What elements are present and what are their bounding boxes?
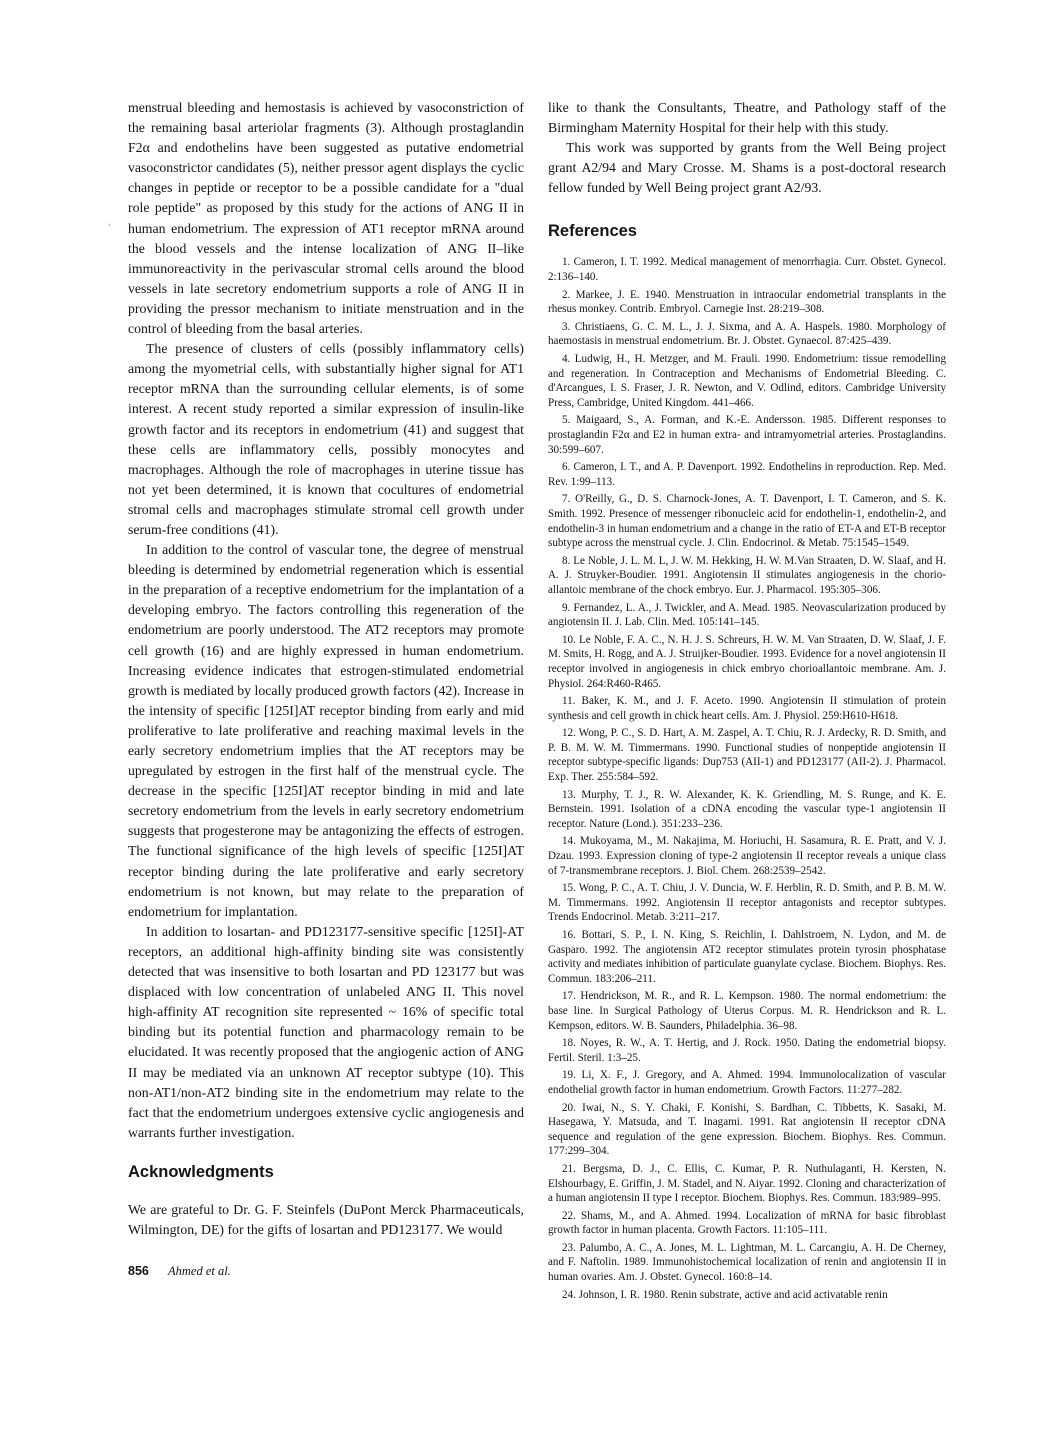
reference-item: 16. Bottari, S. P., I. N. King, S. Reichlin, I. Dahlstroem, N. Lydon, and M. de Gasparo. 1992. The angiotensin AT2 receptor stimulates protein tyrosin phosphatase activity and mediates inhibition of particulate guanylate cyclase. Biochem. Biophys. Res. Commun. 183:206–211. bbox=[548, 929, 946, 985]
acknowledgments-continued: like to thank the Consultants, Theatre, and Pathology staff of the Birmingham Maternity Hospital for their help with this study. bbox=[548, 100, 946, 136]
reference-item: 24. Johnson, I. R. 1980. Renin substrate, active and acid activatable renin bbox=[562, 1288, 888, 1301]
reference-item: 5. Maigaard, S., A. Forman, and K.-E. Andersson. 1985. Different responses to prostaglandin F2α and E2 in human extra- and intramyometrial arteries. Prostaglandins. 30:599–607. bbox=[548, 414, 946, 456]
page-number: 856 bbox=[128, 1264, 149, 1278]
funding-statement: This work was supported by grants from the Well Being project grant A2/94 and Mary Crosse. M. Shams is a post-doctoral research fellow funded by Well Being project grant A2/93. bbox=[548, 140, 946, 196]
reference-item: 11. Baker, K. M., and J. F. Aceto. 1990. Angiotensin II stimulation of protein synthesis and cell growth in chick heart cells. Am. J. Physiol. 259:H610-H618. bbox=[548, 695, 946, 722]
reference-item: 1. Cameron, I. T. 1992. Medical management of menorrhagia. Curr. Obstet. Gynecol. 2:136–140. bbox=[548, 256, 946, 284]
body-paragraph-2: The presence of clusters of cells (possibly inflammatory cells) among the myometrial cells, with substantially higher signal for AT1 receptor mRNA than the surrounding cellular elements, is of some interest. A recent study reported a similar expression of insulin-like growth factor and its receptors in endometrium (41) and suggest that these cells are inflammatory cells, possibly monocytes and macrophages. Although the role of macrophages in uterine tissue has not yet been determined, it is known that cocultures of endometrial stromal cells and macrophages stimulate stromal cell growth under serum-free conditions (41). bbox=[128, 341, 524, 537]
reference-item: 14. Mukoyama, M., M. Nakajima, M. Horiuchi, H. Sasamura, R. E. Pratt, and V. J. Dzau. 1993. Expression cloning of type-2 angiotensin II receptor reveals a unique class of 7-transmembrane receptors. J. Biol. Chem. 268:2539–2542. bbox=[548, 835, 946, 877]
reference-item: 19. Li, X. F., J. Gregory, and A. Ahmed. 1994. Immunolocalization of vascular endothelial growth factor in human endometrium. Growth Factors. 11:277–282. bbox=[548, 1069, 946, 1096]
reference-item: 8. Le Noble, J. L. M. L, J. W. M. Hekking, H. W. M.Van Straaten, D. W. Slaaf, and H. A. J. Struyker-Boudier. 1991. Angiotensin II stimulates angiogenesis in the chorio-allantoic membrane of the chock embryo. Eur. J. Pharmacol. 195:305–306. bbox=[548, 554, 946, 596]
margin-tick: , bbox=[108, 217, 112, 228]
reference-item: 20. Iwai, N., S. Y. Chaki, F. Konishi, S. Bardhan, C. Tibbetts, K. Sasaki, M. Hasegawa, Y. Matsuda, and T. Inagami. 1991. Rat angiotensin II receptor cDNA sequence and regulation of the gene expression. Biochem. Biophys. Res. Commun. 177:299–304. bbox=[548, 1101, 946, 1158]
body-paragraph-1: menstrual bleeding and hemostasis is achieved by vasoconstriction of the remaining basal arteriolar fragments (3). Although prostaglandin F2α and endothelins have been suggested as putative endometrial vasoconstrictor candidates (5), neither pressor agent displays the cyclic changes in peptide or receptor to be a possible candidate for a "dual role peptide" as proposed by this study for the actions of ANG II in human endometrium. The expression of AT1 receptor mRNA around the blood vessels and the intense localization of ANG II–like immunoreactivity in the perivascular stromal cells around the blood vessels in late secretory endometrium supports a role of ANG II in providing the pressor mechanism to initiate menstruation and in the control of bleeding from the basal arteries. bbox=[128, 100, 524, 337]
reference-item: 2. Markee, J. E. 1940. Menstruation in intraocular endometrial transplants in the rhesus monkey. Contrib. Embryol. Carnegie Inst. 28:219–308. bbox=[548, 288, 946, 316]
right-column bbox=[548, 98, 946, 1305]
reference-item: 7. O'Reilly, G., D. S. Charnock-Jones, A. T. Davenport, I. T. Cameron, and S. K. Smith. 1992. Presence of messenger ribonucleic acid for endothelin-1, endothelin-2, and endothelin-3 in human endometrium and a change in the ratio of ET-A and ET-B receptor subtype across the menstrual cycle. J. Clin. Endocrinol. & Metab. 75:1545–1549. bbox=[548, 493, 946, 550]
reference-item: 22. Shams, M., and A. Ahmed. 1994. Localization of mRNA for basic fibroblast growth factor in human placenta. Growth Factors. 11:105–111. bbox=[548, 1209, 946, 1237]
reference-item: 18. Noyes, R. W., A. T. Hertig, and J. Rock. 1950. Dating the endometrial biopsy. Fertil. Steril. 1:3–25. bbox=[548, 1037, 946, 1064]
body-paragraph-4: In addition to losartan- and PD123177-sensitive specific [125I]-AT receptors, an additional high-affinity binding site was consistently detected that was insensitive to both losartan and PD 123177 but was displaced with low concentration of unlabeled ANG II. This novel high-affinity AT recognition site represented ~ 16% of specific total binding but its potential function and pharmacology remain to be elucidated. It was recently proposed that the angiogenic action of ANG II may be mediated via an unknown AT receptor subtype (10). This non-AT1/non-AT2 binding site in the endometrium may relate to the fact that the endometrium undergoes extensive cyclic angiogenesis and warrants further investigation. bbox=[128, 923, 524, 1140]
reference-item: 17. Hendrickson, M. R., and R. L. Kempson. 1980. The normal endometrium: the base line. In Surgical Pathology of Uterus Corpus. M. R. Hendrickson and R. L. Kempson, editors. W. B. Saunders, Philadelphia. 36–98. bbox=[548, 990, 946, 1032]
reference-item: 10. Le Noble, F. A. C., N. H. J. S. Schreurs, H. W. M. Van Straaten, D. W. Slaaf, J. F. M. Smits, H. Rogg, and A. J. Struijker-Boudier. 1993. Evidence for a novel angiotensin II receptor involved in angiogenesis in chick embryo chorioallantoic membrane. Am. J. Physiol. 264:R460-R465. bbox=[548, 633, 946, 690]
acknowledgments-heading: Acknowledgments bbox=[128, 1162, 274, 1181]
running-author: Ahmed et al. bbox=[167, 1264, 231, 1278]
reference-item: 15. Wong, P. C., A. T. Chiu, J. V. Duncia, W. F. Herblin, R. D. Smith, and P. B. M. W. M. Timmermans. 1992. Angiotensin II receptor antagonists and receptor subtypes. Trends Endocrinol. Metab. 3:211–217. bbox=[548, 882, 946, 924]
body-paragraph-3: In addition to the control of vascular tone, the degree of menstrual bleeding is determined by endometrial regeneration which is essential in the preparation of a receptive endometrium for the implantation of a developing embryo. The factors controlling this regeneration of the endometrium are poorly understood. The AT2 receptors may promote cell growth (16) and are highly expressed in human endometrium. Increasing evidence indicates that estrogen-stimulated endometrial growth is mediated by locally produced growth factors (42). Increase in the intensity of specific [125I]AT receptor binding from early and mid proliferative to late proliferative and reaching maximal levels in the early secretory endometrium implies that the AT receptors may be upregulated by estrogen in the first half of the menstrual cycle. The decrease in the specific [125I]AT receptor binding in mid and late secretory endometrium from the levels in early secretory endometrium suggests that progesterone may be antagonizing the effects of estrogen. The functional significance of the high levels of specific [125I]AT receptor binding during the late proliferative and early secretory endometrium is not known, but may relate to the preparation of endometrium for implantation. bbox=[128, 542, 524, 919]
reference-item: 23. Palumbo, A. C., A. Jones, M. L. Lightman, M. L. Carcangiu, A. H. De Cherney, and F. Naftolin. 1989. Immunohistochemical localization of renin and angiotensin II in human ovaries. Am. J. Obstet. Gynecol. 160:8–14. bbox=[548, 1241, 946, 1284]
reference-item: 9. Fernandez, L. A., J. Twickler, and A. Mead. 1985. Neovascularization produced by angiotensin II. J. Lab. Clin. Med. 105:141–145. bbox=[548, 601, 946, 629]
reference-item: 13. Murphy, T. J., R. W. Alexander, K. K. Griendling, M. S. Runge, and K. E. Bernstein. 1991. Isolation of a cDNA encoding the vascular type-1 angiotensin II receptor. Nature (Lond.). 351:233–236. bbox=[548, 788, 946, 830]
acknowledgments-text: We are grateful to Dr. G. F. Steinfels (DuPont Merck Pharmaceuticals, Wilmington, DE) for the gifts of losartan and PD123177. We would bbox=[128, 1201, 524, 1237]
references-heading: References bbox=[548, 222, 637, 241]
reference-item: 21. Bergsma, D. J., C. Ellis, C. Kumar, P. R. Nuthulaganti, H. Kersten, N. Elshourbagy, E. Griffin, J. M. Stadel, and N. Aiyar. 1992. Cloning and characterization of a human angiotensin II type I receptor. Biochem. Biophys. Res. Commun. 183:989–995. bbox=[548, 1162, 946, 1205]
reference-item: 12. Wong, P. C., S. D. Hart, A. M. Zaspel, A. T. Chiu, R. J. Ardecky, R. D. Smith, and P. B. M. W. M. Timmermans. 1990. Functional studies of nonpeptide angiotensin II receptor subtype-specific ligands: Dup753 (AII-1) and PD123177 (AII-2). J. Pharmacol. Exp. Ther. 255:584–592. bbox=[548, 727, 946, 784]
references-list bbox=[548, 255, 946, 1302]
page-footer bbox=[128, 1264, 231, 1279]
left-column bbox=[128, 98, 524, 1240]
reference-item: 6. Cameron, I. T., and A. P. Davenport. 1992. Endothelins in reproduction. Rep. Med. Rev. 1:99–113. bbox=[548, 461, 946, 488]
reference-item: 4. Ludwig, H., H. Metzger, and M. Frauli. 1990. Endometrium: tissue remodelling and regeneration. In Contraception and Mechanisms of Endometrial Bleeding. C. d'Arcangues, I. S. Fraser, J. R. Newton, and V. Odlind, editors. Cambridge University Press, Cambridge, United Kingdom. 441–466. bbox=[548, 353, 946, 409]
reference-item: 3. Christiaens, G. C. M. L., J. J. Sixma, and A. A. Haspels. 1980. Morphology of haemostasis in menstrual endometrium. Br. J. Obstet. Gynaecol. 87:425–439. bbox=[548, 320, 946, 348]
